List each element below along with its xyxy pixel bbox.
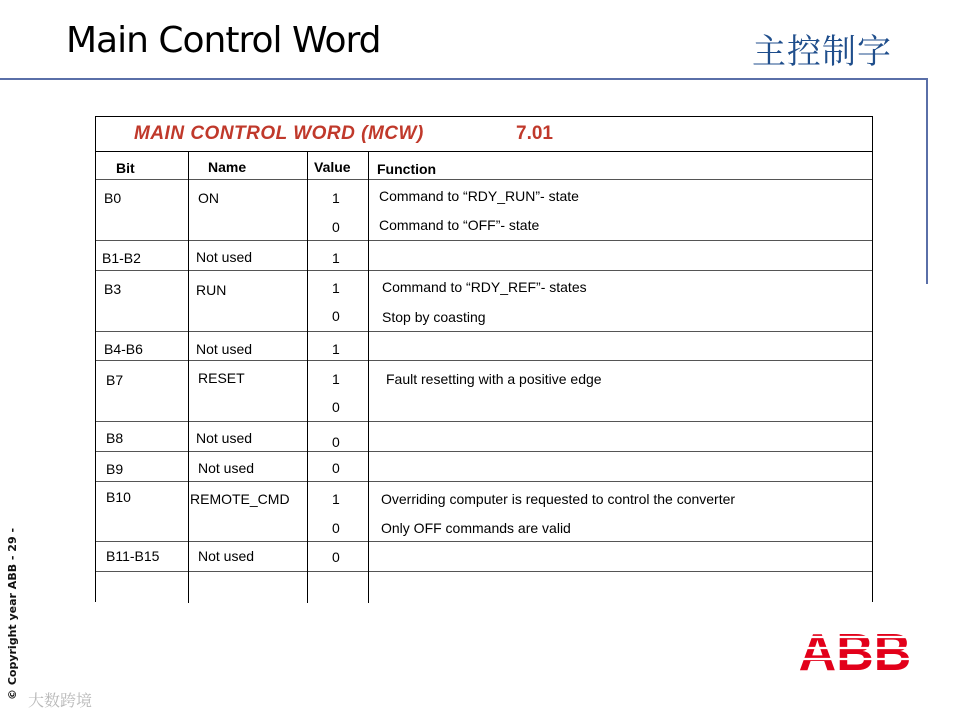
row-name: Not used (196, 341, 253, 357)
slide-title-cn: 主控制字 (752, 32, 892, 72)
row-bit: B11-B15 (106, 548, 160, 564)
row-function: Stop by coasting (382, 309, 486, 325)
row-value: 1 (332, 371, 340, 387)
row-value: 1 (332, 190, 340, 206)
abb-logo (796, 626, 914, 672)
row-bit: B0 (104, 190, 122, 206)
row-value: 0 (332, 460, 340, 476)
header-bit: Bit (116, 160, 135, 176)
column-divider (188, 151, 189, 603)
table-divider (96, 421, 872, 422)
row-name: Not used (198, 460, 255, 476)
row-function: Command to “OFF”- state (379, 217, 540, 233)
row-name: RUN (196, 282, 227, 298)
row-name: Not used (196, 249, 253, 265)
table-divider (96, 571, 872, 572)
row-bit: B8 (106, 430, 124, 446)
row-value: 0 (332, 434, 340, 450)
row-bit: B10 (106, 489, 131, 505)
header-name: Name (208, 159, 247, 175)
row-value: 1 (332, 280, 340, 296)
row-bit: B1-B2 (102, 250, 141, 266)
table-divider (96, 331, 872, 332)
mcw-parameter-number: 7.01 (516, 123, 553, 144)
table-divider (96, 179, 872, 180)
row-value: 0 (332, 549, 340, 565)
row-function: Command to “RDY_RUN”- state (379, 188, 579, 204)
side-rule (926, 78, 928, 284)
mcw-table (95, 116, 873, 602)
row-value: 0 (332, 520, 340, 536)
table-divider (96, 240, 872, 241)
header-value: Value (314, 159, 351, 175)
row-value: 1 (332, 250, 340, 266)
row-name: RESET (198, 370, 245, 386)
row-bit: B9 (106, 461, 124, 477)
row-bit: B3 (104, 281, 122, 297)
row-value: 1 (332, 341, 340, 357)
column-divider (307, 151, 308, 603)
watermark: 大数跨境 (28, 691, 93, 710)
table-divider (96, 541, 872, 542)
row-value: 0 (332, 219, 340, 235)
column-divider (368, 151, 369, 603)
table-divider (96, 151, 872, 152)
row-name: Not used (196, 430, 253, 446)
table-divider (96, 451, 872, 452)
header-rule (0, 78, 928, 80)
row-value: 0 (332, 308, 340, 324)
table-divider (96, 360, 872, 361)
row-function: Command to “RDY_REF”- states (382, 279, 587, 295)
row-bit: B4-B6 (104, 341, 143, 357)
header-function: Function (377, 161, 437, 177)
row-value: 1 (332, 491, 340, 507)
row-name: Not used (198, 548, 255, 564)
row-name: REMOTE_CMD (190, 491, 290, 507)
abb-logo-text: ABB (798, 626, 912, 672)
row-function: Only OFF commands are valid (381, 520, 571, 536)
slide-title: Main Control Word (66, 20, 381, 61)
row-name: ON (198, 190, 219, 206)
table-divider (96, 481, 872, 482)
row-value: 0 (332, 399, 340, 415)
mcw-heading: MAIN CONTROL WORD (MCW) (134, 123, 424, 144)
table-divider (96, 270, 872, 271)
row-bit: B7 (106, 372, 124, 388)
copyright-note: © Copyright year ABB - 29 - (6, 527, 19, 700)
row-function: Fault resetting with a positive edge (386, 371, 602, 387)
row-function: Overriding computer is requested to control the converter (381, 491, 736, 507)
